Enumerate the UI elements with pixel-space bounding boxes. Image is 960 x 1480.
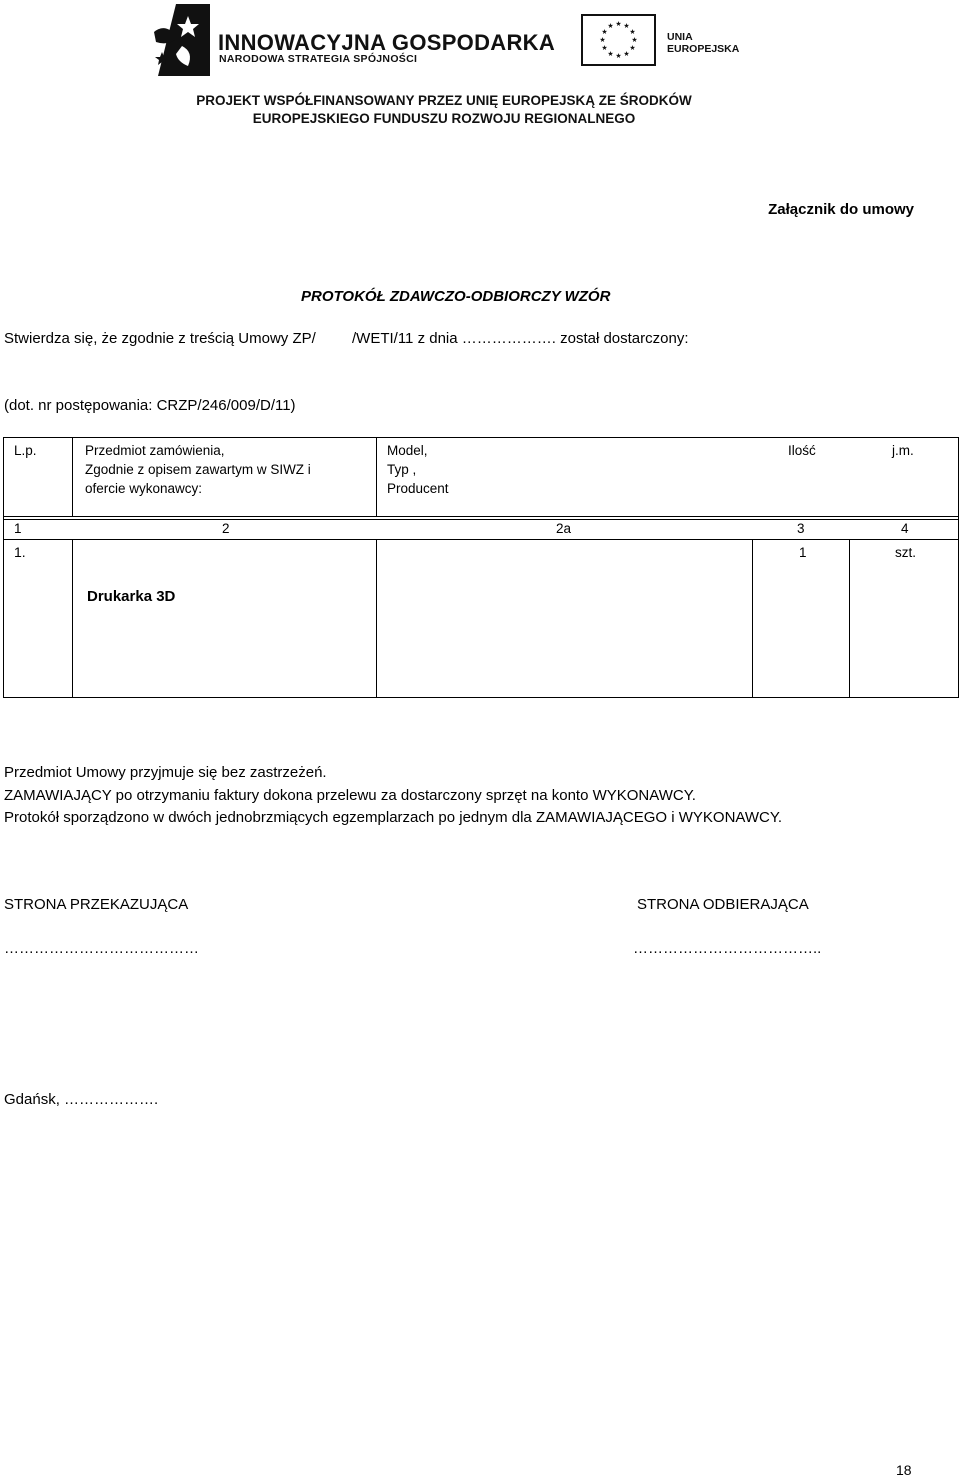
svg-text:★: ★ [599,36,606,44]
row-lp: 1. [14,544,26,560]
row-subject: Drukarka 3D [87,588,176,605]
header-model-line3: Producent [387,481,449,496]
col-line-2-header [376,437,377,517]
signature-line-right: ……………………………….. [633,940,822,957]
items-table [3,437,959,698]
col-line-1-row [72,539,73,697]
note-payment: ZAMAWIAJĄCY po otrzymaniu faktury dokona przelewu za dostarczony sprzęt na konto WYKONAWCY. [4,787,696,804]
note-copies: Protokół sporządzono w dwóch jednobrzmiących egzemplarzach po jednym dla ZAMAWIAJĄCEGO i WYKONAWCY. [4,809,783,826]
project-line-1: PROJEKT WSPÓŁFINANSOWANY PRZEZ UNIĘ EUROPEJSKĄ ZE ŚRODKÓW [196,93,692,108]
logo-subtitle: NARODOWA STRATEGIA SPÓJNOŚCI [219,53,418,65]
table-header-bottom [3,516,959,517]
header-subject-line2: Zgodnie z opisem zawartym w SIWZ i [85,462,311,477]
eu-stars-icon [583,16,654,64]
page-number: 18 [896,1462,912,1478]
table-border-top [3,437,959,438]
eu-flag-logo [581,14,656,66]
svg-text:★: ★ [623,22,630,30]
note-acceptance: Przedmiot Umowy przyjmuje się bez zastrzeżeń. [4,764,327,781]
column-number: 3 [797,521,805,536]
annex-label: Załącznik do umowy [768,201,914,218]
signature-label-left: STRONA PRZEKAZUJĄCA [4,896,189,913]
svg-text:★: ★ [607,22,614,30]
col-line-1-header [72,437,73,517]
statement-part-2: /WETI/11 z dnia ………………. został dostarczony: [352,330,689,347]
eu-label-line2: EUROPEJSKA [667,43,740,55]
table-border-left [3,437,4,698]
col-line-2-row [376,539,377,697]
svg-text:★: ★ [601,44,608,52]
col-line-4-row [849,539,850,697]
header-lp: L.p. [14,443,37,458]
svg-text:★: ★ [629,44,636,52]
svg-text:★: ★ [629,28,636,36]
svg-text:★: ★ [607,50,614,58]
project-line-2: EUROPEJSKIEGO FUNDUSZU ROZWOJU REGIONALNEGO [252,111,636,126]
header-model-line1: Model, [387,443,428,458]
statement-part-1: Stwierdza się, że zgodnie z treścią Umowy ZP/ [4,330,316,347]
eu-label-line1: UNIA [667,31,693,43]
row-quantity: 1 [799,545,807,560]
procedure-reference: (dot. nr postępowania: CRZP/246/009/D/11) [4,397,296,414]
row-unit: szt. [895,545,917,560]
signature-line-left: ………………………………… [4,940,199,957]
signature-label-right: STRONA ODBIERAJĄCA [637,896,809,913]
table-border-bottom [3,697,959,698]
header-model-line2: Typ , [387,462,417,477]
document-title: PROTOKÓŁ ZDAWCZO-ODBIORCZY WZÓR [301,288,611,305]
header-quantity: Ilość [788,443,816,458]
svg-text:★: ★ [601,28,608,36]
col-line-3-row [752,539,753,697]
header-subject-line3: ofercie wykonawcy: [85,481,203,496]
table-border-right [958,437,959,698]
table-numbers-bottom [3,539,959,540]
svg-text:★: ★ [631,36,638,44]
logo-title: INNOWACYJNA GOSPODARKA [218,30,556,55]
column-number: 1 [14,521,22,536]
column-number: 2 [222,521,230,536]
table-numbers-top [3,519,959,520]
svg-text:★: ★ [615,20,622,28]
column-number: 2a [556,521,572,536]
place-date: Gdańsk, ………………. [4,1091,159,1108]
header-unit: j.m. [892,443,914,458]
svg-text:★: ★ [623,50,630,58]
column-number: 4 [901,521,909,536]
svg-text:★: ★ [615,52,622,60]
header-subject-line1: Przedmiot zamówienia, [85,443,225,458]
